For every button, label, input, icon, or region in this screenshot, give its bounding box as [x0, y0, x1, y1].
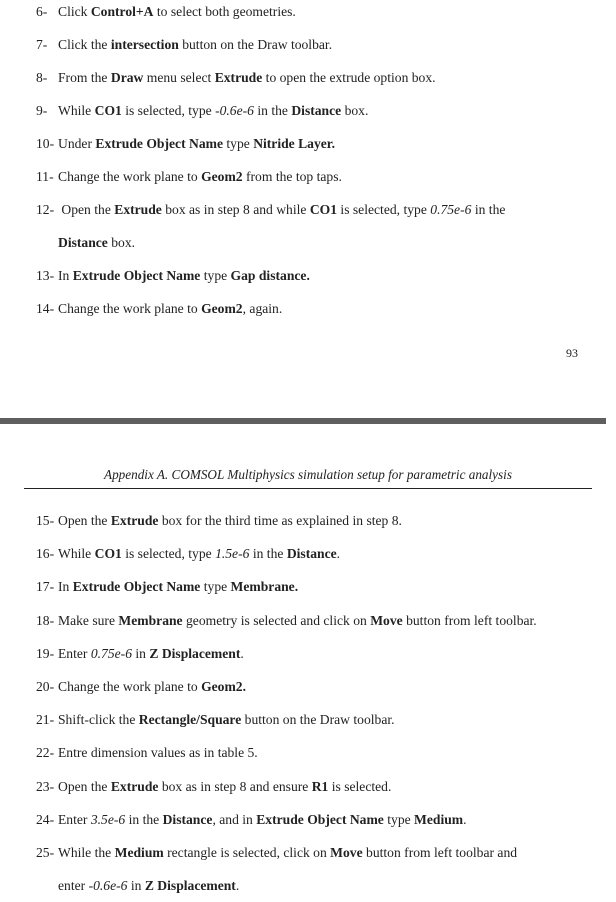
step-number: 9- [36, 103, 48, 118]
bold-term: Rectangle/Square [138, 712, 242, 728]
page-divider [0, 418, 606, 424]
bold-term: Extrude [110, 778, 159, 794]
bold-term: Membrane [118, 612, 183, 628]
step-line [36, 4, 296, 20]
step-number: 17- [36, 579, 55, 595]
step-text: In [58, 579, 73, 595]
step-number: 10- [36, 136, 55, 151]
bold-term: R1 [311, 778, 329, 794]
step-text: box. [107, 235, 136, 250]
step-text: type [200, 579, 231, 595]
bold-term: Extrude [114, 202, 162, 217]
step-text: . [336, 546, 341, 562]
value-italic: 0.75e-6 [90, 645, 132, 661]
step-text: From the [58, 70, 111, 85]
step-text: In [58, 268, 73, 283]
step-text: button from left toolbar and [362, 845, 518, 860]
step-text: button on the Draw toolbar. [241, 712, 395, 728]
step-number: 22- [36, 745, 55, 761]
bold-term: intersection [110, 37, 179, 52]
step-line [36, 712, 395, 728]
step-text: in the [125, 811, 163, 827]
step-line [36, 812, 467, 828]
step-line [36, 70, 436, 86]
step-continuation-line [58, 878, 239, 894]
step-text: box as in step 8 and ensure [158, 778, 312, 794]
step-text: While the [58, 845, 115, 860]
step-text: button from left toolbar. [402, 612, 537, 628]
bold-term: Extrude Object Name [72, 268, 201, 283]
bold-term: Extrude [110, 513, 159, 528]
step-text: Under [58, 136, 96, 151]
bold-term: Medium [114, 845, 164, 860]
step-line [36, 579, 298, 595]
step-number: 13- [36, 268, 55, 283]
value-italic: 0.75e-6 [430, 202, 472, 217]
step-text: geometry is selected and click on [182, 612, 371, 628]
step-text: . [463, 811, 467, 827]
bold-term: Z Displacement [144, 878, 236, 894]
step-number: 21- [36, 712, 55, 728]
bold-term: Distance [291, 103, 342, 118]
page-header: Appendix A. COMSOL Multiphysics simulation setup for parametric analysis [104, 467, 512, 482]
step-line [36, 513, 402, 529]
step-continuation-line [58, 235, 135, 251]
step-line [36, 103, 368, 119]
step-text: Enter [58, 645, 91, 661]
bold-term: Move [330, 845, 363, 860]
step-number: 7- [36, 37, 48, 52]
step-text: is selected, type [121, 546, 216, 562]
step-text: Entre dimension values as in table 5. [58, 745, 258, 761]
step-text: in the [471, 202, 506, 217]
step-text: Click [58, 4, 91, 19]
value-italic: -0.6e-6 [215, 103, 254, 118]
step-text: type [383, 811, 415, 827]
header-rule [24, 488, 592, 489]
step-line [36, 136, 335, 152]
bold-term: Geom2 [201, 301, 243, 316]
bold-term: Membrane. [230, 579, 299, 595]
step-number: 8- [36, 70, 48, 85]
bold-term: Extrude Object Name [72, 579, 201, 595]
step-text: is selected. [328, 778, 392, 794]
step-text: box. [341, 103, 369, 118]
step-line [36, 268, 310, 284]
step-text: . [235, 878, 240, 894]
step-text: , and in [212, 811, 257, 827]
step-number: 16- [36, 546, 55, 562]
bold-term: Nitride Layer. [253, 136, 335, 151]
bold-term: Z Displacement [149, 645, 241, 661]
step-line [36, 679, 246, 695]
value-italic: 1.5e-6 [215, 546, 250, 562]
bold-term: Draw [110, 70, 144, 85]
step-text: While [58, 546, 95, 562]
step-text: Change the work plane to [58, 301, 202, 316]
step-text: Change the work plane to [58, 169, 202, 184]
step-text: Enter [58, 811, 91, 827]
step-line [36, 546, 340, 562]
step-text: . [240, 645, 244, 661]
step-text: Open the [58, 513, 111, 528]
bold-term: Extrude Object Name [95, 136, 223, 151]
step-text: in the [253, 103, 292, 118]
step-number: 15- [36, 513, 55, 528]
value-italic: -0.6e-6 [88, 878, 128, 894]
step-line [36, 169, 342, 185]
bold-term: Distance [286, 546, 337, 562]
bold-term: Geom2. [201, 679, 247, 694]
step-text: Shift-click the [58, 712, 139, 728]
step-number: 20- [36, 679, 55, 694]
step-line [36, 845, 517, 861]
step-text: is selected, type [121, 103, 216, 118]
step-number: 25- [36, 845, 55, 860]
step-text: button on the Draw toolbar. [178, 37, 333, 52]
step-line [36, 613, 537, 629]
step-text: box for the third time as explained in step 8. [158, 513, 402, 528]
step-number: 19- [36, 645, 55, 661]
bold-term: Gap distance. [230, 268, 310, 283]
step-line [36, 37, 332, 53]
bold-term: CO1 [94, 546, 122, 562]
step-text: to select both geometries. [153, 4, 296, 19]
step-number: 23- [36, 778, 55, 794]
page-number: 93 [566, 346, 578, 360]
bold-term: CO1 [309, 202, 338, 217]
step-text: in the [249, 546, 287, 562]
step-number: 24- [36, 811, 55, 827]
step-line [36, 646, 244, 662]
step-text: enter [58, 878, 89, 894]
step-number: 18- [36, 612, 55, 628]
bold-term: Move [370, 612, 403, 628]
step-text: menu select [143, 70, 215, 85]
bold-term: Extrude Object Name [256, 811, 384, 827]
step-text: type [222, 136, 254, 151]
value-italic: 3.5e-6 [90, 811, 126, 827]
step-text: , again. [242, 301, 283, 316]
step-number: 14- [36, 301, 55, 316]
bold-term: Distance [58, 235, 108, 250]
step-text: to open the extrude option box. [262, 70, 436, 85]
step-line [36, 779, 391, 795]
step-text: Make sure [58, 612, 119, 628]
bold-term: Extrude [214, 70, 263, 85]
bold-term: CO1 [94, 103, 122, 118]
step-line [36, 301, 282, 317]
bold-term: Distance [162, 811, 213, 827]
step-text: in [127, 878, 145, 894]
bold-term: Medium [414, 811, 464, 827]
step-text: from the top taps. [242, 169, 342, 184]
step-text: Open the [58, 778, 111, 794]
step-text: box as in step 8 and while [161, 202, 310, 217]
step-line [36, 202, 505, 218]
step-text: rectangle is selected, click on [163, 845, 331, 860]
step-text: type [200, 268, 231, 283]
step-text: in [132, 645, 150, 661]
bold-term: Control+A [90, 4, 154, 19]
step-text: While [58, 103, 95, 118]
step-number: 11- [36, 169, 54, 184]
step-number: 12- [36, 202, 55, 217]
bold-term: Geom2 [201, 169, 243, 184]
step-line [36, 745, 258, 761]
step-text: Change the work plane to [58, 679, 202, 694]
step-text: Click the [58, 37, 111, 52]
step-text: Open the [58, 202, 115, 217]
step-text: is selected, type [337, 202, 431, 217]
step-number: 6- [36, 4, 48, 19]
